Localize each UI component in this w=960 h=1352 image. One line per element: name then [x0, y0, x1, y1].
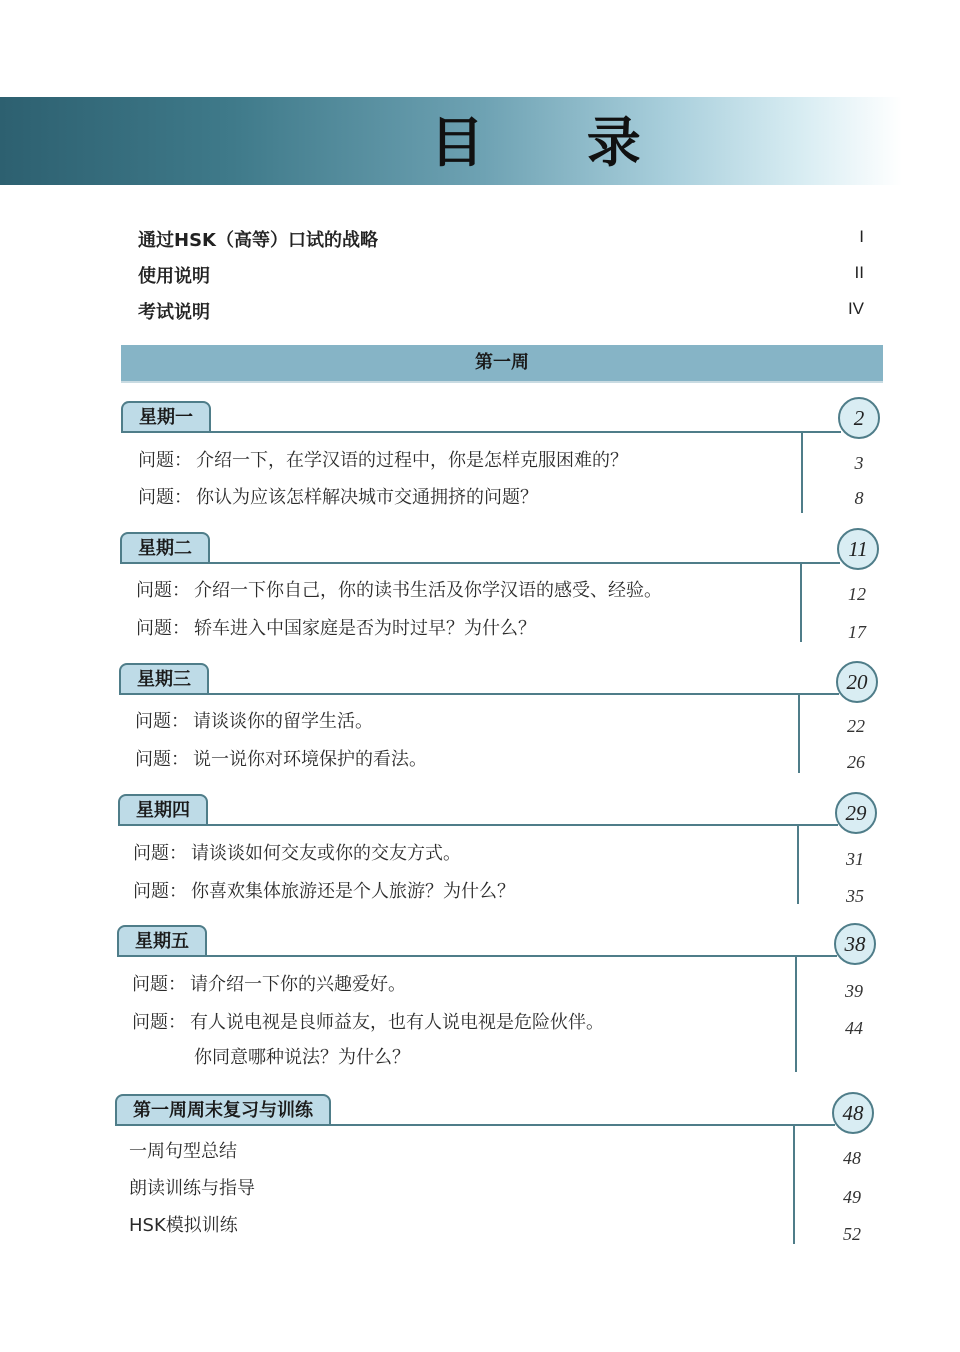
toc-entry[interactable] [132, 970, 406, 996]
toc-section-thursday [118, 794, 898, 909]
section-vertical-rule [797, 826, 799, 904]
toc-entry[interactable] [138, 483, 538, 509]
section-rule [118, 824, 838, 826]
toc-front-item[interactable]: 通过HSK（高等）口试的战略 [138, 230, 378, 251]
entry-page: 3 [854, 453, 864, 473]
entry-text: 请谈谈你的留学生活。 [193, 711, 373, 732]
toc-section-friday [117, 925, 897, 1075]
entry-page: 49 [843, 1187, 861, 1207]
entry-label: 问题： [133, 843, 187, 864]
section-rule [119, 693, 839, 695]
section-rule [121, 431, 841, 433]
entry-text: 轿车进入中国家庭是否为时过早？为什么？ [194, 618, 536, 639]
section-tab[interactable]: 星期一 [121, 401, 211, 431]
entry-page: 31 [846, 849, 864, 869]
toc-entry[interactable]: 一周句型总结 [129, 1141, 237, 1162]
section-rule [120, 562, 840, 564]
toc-entry[interactable]: HSK模拟训练 [129, 1215, 238, 1236]
section-page-badge: 38 [834, 923, 876, 965]
toc-entry[interactable] [136, 576, 662, 602]
toc-entry[interactable] [135, 745, 427, 771]
toc-entry[interactable]: 朗读训练与指导 [129, 1178, 255, 1199]
week-heading: 第一周 [121, 345, 883, 383]
entry-text: 请介绍一下你的兴趣爱好。 [190, 974, 406, 995]
toc-front-page: I [859, 227, 864, 246]
entry-page: 44 [845, 1018, 863, 1038]
entry-label: 问题： [138, 450, 192, 471]
toc-entry[interactable] [133, 877, 515, 903]
entry-label: 问题： [136, 618, 190, 639]
entry-text: 请谈谈如何交友或你的交友方式。 [191, 843, 461, 864]
section-tab[interactable]: 星期四 [118, 794, 208, 824]
section-rule [117, 955, 837, 957]
toc-section-weekend-review [115, 1094, 895, 1244]
toc-section-monday [121, 401, 901, 516]
entry-page: 22 [847, 716, 865, 736]
entry-text: 介绍一下，在学汉语的过程中，你是怎样克服困难的？ [196, 450, 628, 471]
entry-text: 说一说你对环境保护的看法。 [193, 749, 427, 770]
toc-entry[interactable] [133, 839, 461, 865]
entry-page: 8 [854, 488, 864, 508]
section-page-badge: 48 [832, 1092, 874, 1134]
toc-front-item[interactable]: 使用说明 [138, 266, 210, 287]
entry-label: 问题： [138, 487, 192, 508]
entry-text: 你认为应该怎样解决城市交通拥挤的问题？ [196, 487, 538, 508]
toc-entry[interactable] [138, 446, 628, 472]
section-page-badge: 2 [838, 397, 880, 439]
entry-text: 你喜欢集体旅游还是个人旅游？为什么？ [191, 881, 515, 902]
section-tab[interactable]: 星期五 [117, 925, 207, 955]
entry-label: 问题： [132, 974, 186, 995]
entry-page: 17 [848, 622, 866, 642]
entry-label: 问题： [132, 1012, 186, 1033]
toc-entry[interactable] [136, 614, 536, 640]
toc-section-wednesday [119, 663, 899, 778]
entry-text: 有人说电视是良师益友，也有人说电视是危险伙伴。 [190, 1012, 604, 1033]
entry-label: 问题： [133, 881, 187, 902]
section-vertical-rule [795, 957, 797, 1072]
entry-text: 介绍一下你自己，你的读书生活及你学汉语的感受、经验。 [194, 580, 662, 601]
entry-label: 问题： [135, 711, 189, 732]
entry-page: 39 [845, 981, 863, 1001]
section-vertical-rule [798, 695, 800, 773]
entry-page: 12 [848, 584, 866, 604]
section-page-badge: 11 [837, 528, 879, 570]
entry-page: 35 [846, 886, 864, 906]
entry-page: 26 [847, 752, 865, 772]
toc-entry-continuation[interactable]: 你同意哪种说法？为什么？ [194, 1047, 410, 1068]
entry-label: 问题： [135, 749, 189, 770]
section-vertical-rule [800, 564, 802, 642]
toc-entry[interactable] [135, 707, 373, 733]
section-tab[interactable]: 星期二 [120, 532, 210, 562]
toc-front-item[interactable]: 考试说明 [138, 302, 210, 323]
toc-entry[interactable] [132, 1008, 604, 1034]
section-page-badge: 20 [836, 661, 878, 703]
section-rule [115, 1124, 835, 1126]
section-page-badge: 29 [835, 792, 877, 834]
toc-section-tuesday [120, 532, 900, 647]
entry-page: 52 [843, 1224, 861, 1244]
toc-front-page: IV [847, 299, 864, 318]
section-vertical-rule [793, 1126, 795, 1244]
page-title: 目 录 [430, 111, 683, 174]
section-vertical-rule [801, 433, 803, 513]
section-tab[interactable]: 第一周周末复习与训练 [115, 1094, 331, 1124]
entry-page: 48 [843, 1148, 861, 1168]
section-tab[interactable]: 星期三 [119, 663, 209, 693]
entry-label: 问题： [136, 580, 190, 601]
toc-front-page: II [854, 263, 864, 282]
